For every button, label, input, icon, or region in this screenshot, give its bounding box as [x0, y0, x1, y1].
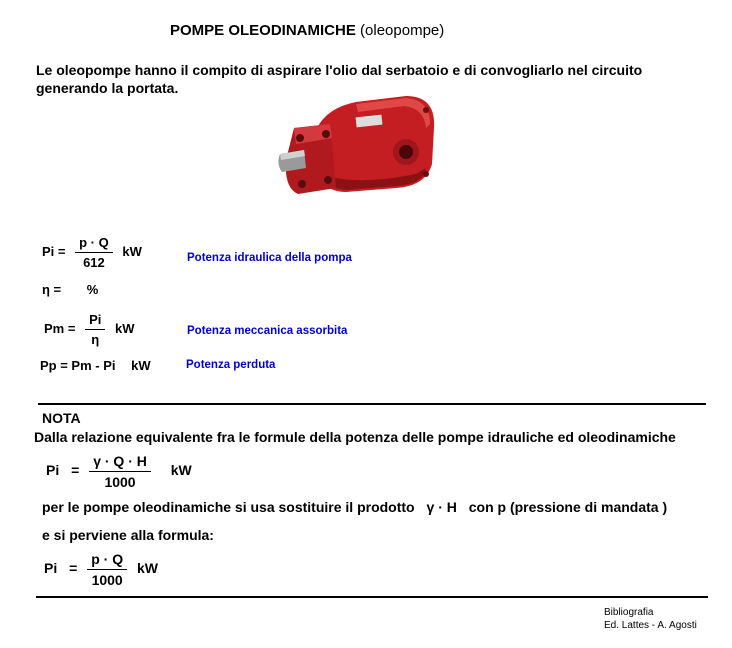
hydraulic-pump-image	[276, 88, 444, 210]
formula-pi-desc: Potenza idraulica della pompa	[187, 252, 352, 264]
title-sub: (oleopompe)	[360, 22, 445, 39]
nota-f1-unit: kW	[170, 462, 192, 479]
formula-eta-lhs: η =	[42, 282, 62, 297]
nota-line3: e si perviene alla formula:	[42, 527, 214, 543]
nota-f1-numerator: γ · Q · H	[89, 453, 151, 472]
formula-pm	[44, 312, 134, 347]
formula-pp-expr: Pp = Pm - Pi	[40, 358, 116, 373]
formula-pm-fraction	[85, 312, 105, 347]
nota-formula-2	[44, 551, 158, 588]
nota-f2-fraction	[87, 551, 127, 588]
formula-pm-denominator: η	[91, 332, 100, 347]
bibliography-label: Bibliografia	[604, 607, 654, 618]
title-main: POMPE OLEODINAMICHE	[170, 22, 356, 39]
nota-f2-lhs: Pi	[44, 560, 58, 577]
divider-top	[38, 403, 706, 405]
nota-line2b: con p (pressione di mandata )	[468, 499, 668, 515]
formula-pm-unit: kW	[114, 320, 135, 336]
nota-f1-lhs: Pi	[46, 462, 60, 479]
intro-paragraph: Le oleopompe hanno il compito di aspirare l'olio dal serbatoio e di convogliarlo nel circuito generando la portata.	[36, 62, 643, 96]
nota-f1-fraction	[89, 453, 151, 490]
page-title	[170, 22, 444, 39]
formula-pp-desc: Potenza perduta	[186, 359, 276, 371]
formula-pm-numerator: Pi	[85, 312, 105, 330]
bibliography-source: Ed. Lattes - A. Agosti	[604, 620, 697, 631]
nota-line2a: per le pompe oleodinamiche si usa sostituire il prodotto	[42, 499, 415, 515]
nota-heading: NOTA	[42, 410, 81, 426]
formula-pi-denominator: 612	[83, 255, 105, 270]
nota-line2-expr: γ · H	[426, 499, 457, 515]
formula-pi-lhs: Pi =	[42, 243, 66, 259]
nota-f2-eq: =	[69, 560, 78, 577]
formula-eta-unit: %	[86, 282, 99, 297]
nota-f1-denominator: 1000	[104, 474, 136, 490]
formula-pp-unit: kW	[131, 358, 151, 373]
nota-line1: Dalla relazione equivalente fra le formule della potenza delle pompe idrauliche ed oleodinamiche	[34, 429, 676, 445]
formula-pi-numerator: p · Q	[75, 235, 113, 253]
nota-f2-numerator: p · Q	[87, 551, 127, 570]
formula-pi-unit: kW	[122, 243, 142, 259]
nota-formula-1	[46, 453, 192, 490]
formula-pi-fraction	[75, 235, 113, 270]
formula-pm-desc: Potenza meccanica assorbita	[187, 325, 348, 337]
formula-pi	[42, 235, 142, 270]
nota-f2-denominator: 1000	[91, 572, 123, 588]
nota-f1-eq: =	[71, 462, 80, 479]
formula-pp	[40, 358, 151, 373]
bibliography	[604, 606, 697, 632]
nota-line2	[42, 499, 667, 515]
formula-pm-lhs: Pm =	[44, 320, 76, 336]
formula-eta	[42, 282, 98, 297]
divider-bottom	[36, 596, 708, 598]
nota-f2-unit: kW	[136, 560, 158, 577]
